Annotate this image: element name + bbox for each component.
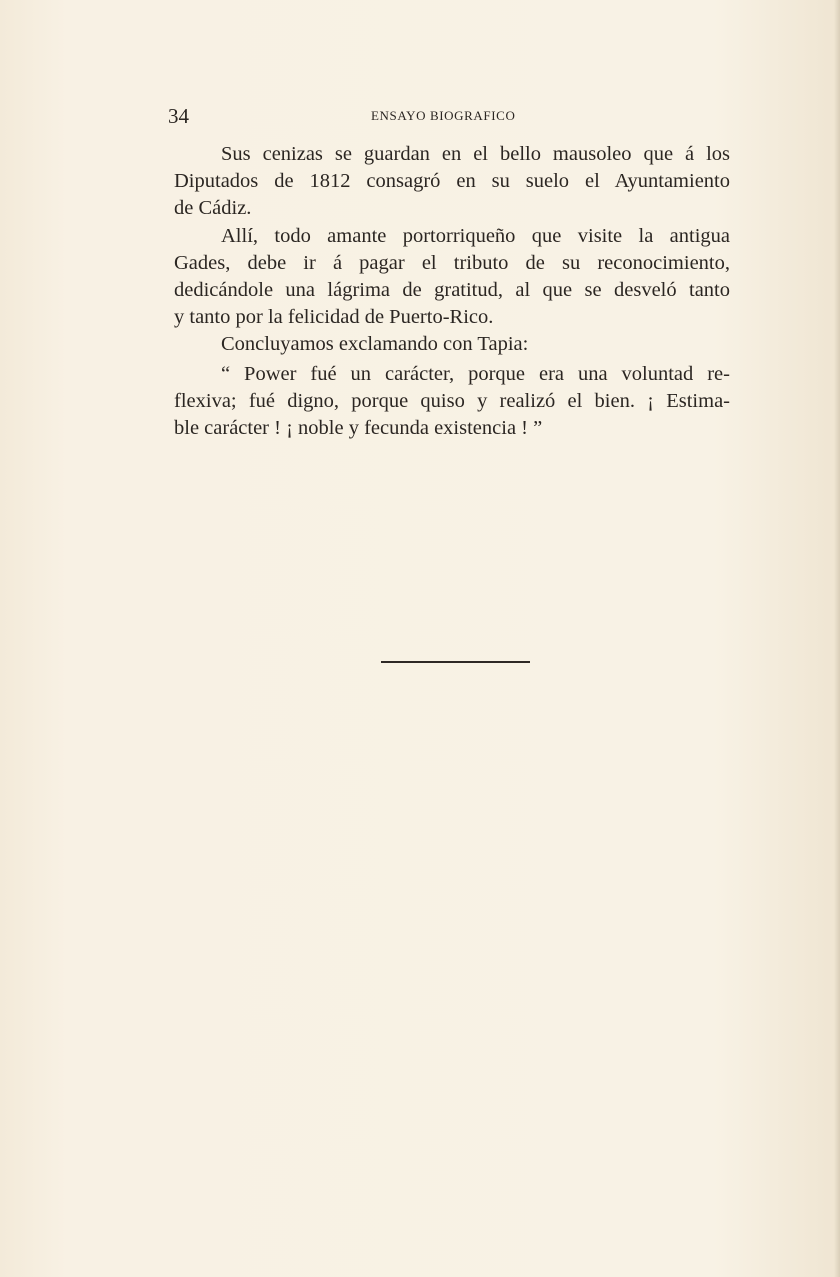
page-edge-shadow [834,0,840,1277]
quotation-paragraph [174,361,730,443]
text-line: y tanto por la felicidad de Puerto-Rico. [174,306,494,329]
paragraph [174,223,730,332]
text-line: flexiva; fué digno, porque quiso y realizó el bien. ¡ Estima- [174,389,730,412]
page-number: 34 [168,104,189,128]
text-line: Allí, todo amante portorriqueño que visite la antigua [221,224,730,247]
paragraph [174,141,730,223]
text-line: Concluyamos exclamando con Tapia: [221,333,529,356]
text-line: “ Power fué un carácter, porque era una voluntad re- [221,362,730,385]
text-line: Gades, debe ir á pagar el tributo de su reconocimiento, [174,251,730,274]
text-line: Sus cenizas se guardan en el bello mausoleo que á los [221,143,730,165]
running-title: ENSAYO BIOGRAFICO [371,108,516,123]
body-text [174,141,730,442]
text-line: Diputados de 1812 consagró en su suelo el Ayuntamiento [174,170,730,193]
text-line: dedicándole una lágrima de gratitud, al que se desveló tanto [174,278,730,301]
paragraph [174,331,730,358]
text-line: de Cádiz. [174,197,252,220]
text-line: ble carácter ! ¡ noble y fecunda existencia ! ” [174,416,543,439]
closing-rule [381,661,530,663]
